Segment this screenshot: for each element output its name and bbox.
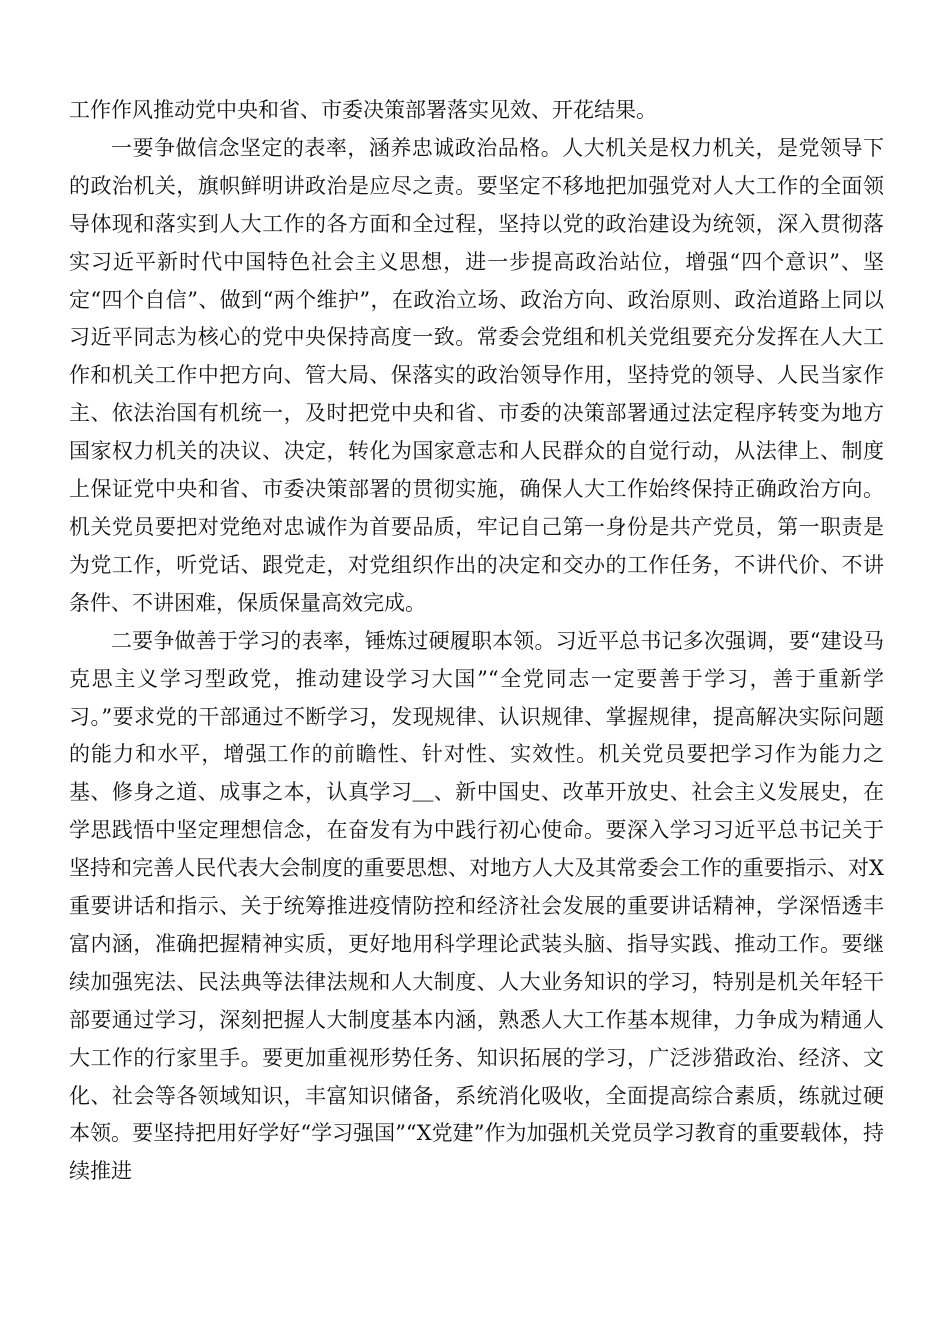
paragraph-3: 二要争做善于学习的表率，锤炼过硬履职本领。习近平总书记多次强调，要“建设马克思主义学习型政党，推动建设学习大国”“全党同志一定要善于学习，善于重新学习。”要求党的干部通过不断学习，发现规律、认识规律、掌握规律，提高解决实际问题的能力和水平，增强工作的前瞻性、针对性、实效性。机关党员要把学习作为能力之基、修身之道、成事之本，认真学习＿、新中国史、改革开放史、社会主义发展史，在学思践悟中坚定理想信念，在奋发有为中践行初心使命。要深入学习习近平总书记关于坚持和完善人民代表大会制度的重要思想、对地方人大及其常委会工作的重要指示、对X重要讲话和指示、关于统筹推进疫情防控和经济社会发展的重要讲话精神，学深悟透丰富内涵，准确把握精神实质，更好地用科学理论武装头脑、指导实践、推动工作。要继续加强宪法、民法典等法律法规和人大制度、人大业务知识的学习，特别是机关年轻干部要通过学习，深刻把握人大制度基本内涵，熟悉人大工作基本规律，力争成为精通人大工作的行家里手。要更加重视形势任务、知识拓展的学习，广泛涉猎政治、经济、文化、社会等各领域知识，丰富知识储备，系统消化吸收，全面提高综合素质，练就过硬本领。要坚持把用好学好“学习强国”“X党建”作为加强机关党员学习教育的重要载体，持续推进 [69, 628, 884, 1184]
paragraph-2: 一要争做信念坚定的表率，涵养忠诚政治品格。人大机关是权力机关，是党领导下的政治机关，旗帜鲜明讲政治是应尽之责。要坚定不移地把加强党对人大工作的全面领导体现和落实到人大工作的各方面和全过程，坚持以党的政治建设为统领，深入贯彻落实习近平新时代中国特色社会主义思想，进一步提高政治站位，增强“四个意识”、坚定“四个自信”、做到“两个维护”，在政治立场、政治方向、政治原则、政治道路上同以习近平同志为核心的党中央保持高度一致。常委会党组和机关党组要充分发挥在人大工作和机关工作中把方向、管大局、保落实的政治领导作用，坚持党的领导、人民当家作主、依法治国有机统一，及时把党中央和省、市委的决策部署通过法定程序转变为地方国家权力机关的决议、决定，转化为国家意志和人民群众的自觉行动，从法律上、制度上保证党中央和省、市委决策部署的贯彻实施，确保人大工作始终保持正确政治方向。机关党员要把对党绝对忠诚作为首要品质，牢记自己第一身份是共产党员，第一职责是为党工作，听党话、跟党走，对党组织作出的决定和交办的工作任务，不讲代价、不讲条件、不讲困难，保质保量高效完成。 [69, 135, 884, 615]
paragraph-1: 工作作风推动党中央和省、市委决策部署落实见效、开花结果。 [69, 98, 657, 122]
document-body [69, 92, 884, 1191]
